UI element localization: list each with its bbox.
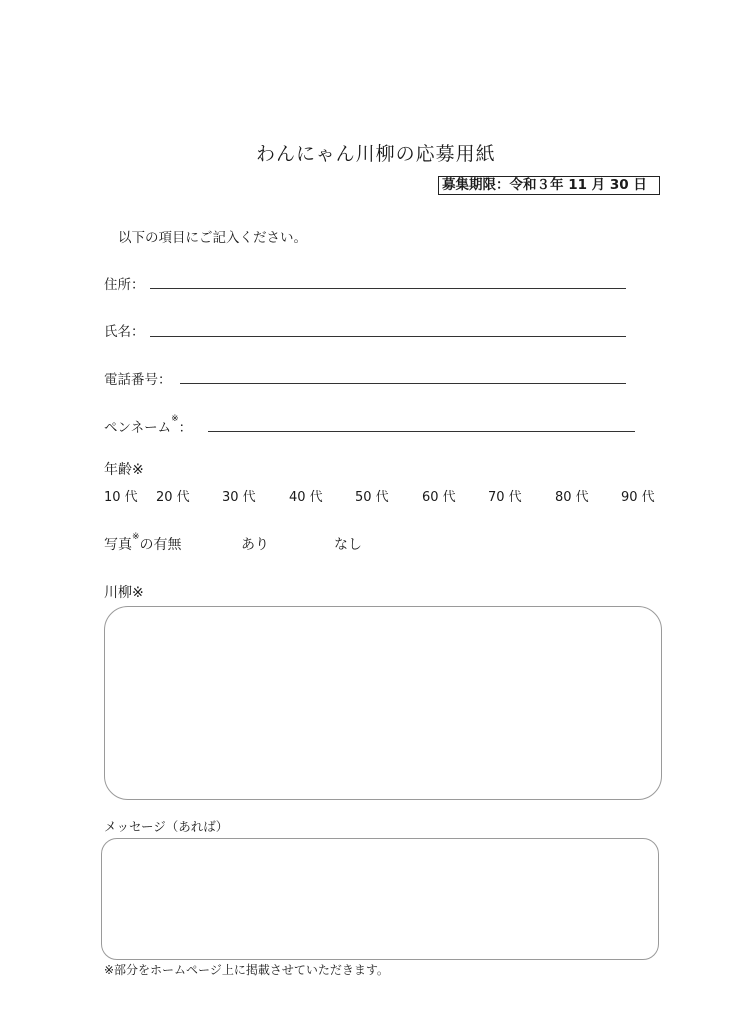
penname-field[interactable] [208,431,635,432]
photo-label-suffix: の有無 [139,537,182,553]
age-option[interactable]: 50 代 [355,490,389,505]
age-label: 年齢※ [104,462,144,478]
senryu-label: 川柳※ [104,585,144,601]
age-option[interactable]: 90 代 [621,490,655,505]
penname-colon: ： [178,420,193,436]
address-field[interactable] [150,288,626,289]
deadline-box: 募集期限：令和３年 11 月 30 日 [438,176,660,195]
name-label: 氏名： [104,324,145,340]
age-option[interactable]: 80 代 [555,490,589,505]
age-option[interactable]: 40 代 [289,490,323,505]
penname-text: ペンネーム [104,420,172,436]
name-field[interactable] [150,336,626,337]
age-option[interactable]: 60 代 [422,490,456,505]
phone-label: 電話番号： [104,372,172,388]
address-label: 住所： [104,277,145,293]
page-title: わんにゃん川柳の応募用紙 [256,143,496,165]
photo-label-text: 写真 [104,537,132,553]
penname-label [104,416,192,436]
age-option[interactable]: 10 代 [104,490,138,505]
photo-required-mark: ※ [132,532,140,542]
footnote: ※部分をホームページ上に掲載させていただきます。 [104,963,389,977]
age-option[interactable]: 70 代 [488,490,522,505]
penname-required-mark: ※ [171,414,179,424]
senryu-box[interactable] [104,606,662,800]
photo-label [104,534,182,554]
intro-text: 以下の項目にご記入ください。 [118,230,307,246]
message-box[interactable] [101,838,659,960]
photo-option-yes[interactable]: あり [241,537,269,553]
phone-field[interactable] [180,383,626,384]
age-option[interactable]: 20 代 [156,490,190,505]
message-label: メッセージ（あれば） [104,819,229,834]
photo-option-no[interactable]: なし [334,537,362,553]
age-option[interactable]: 30 代 [222,490,256,505]
